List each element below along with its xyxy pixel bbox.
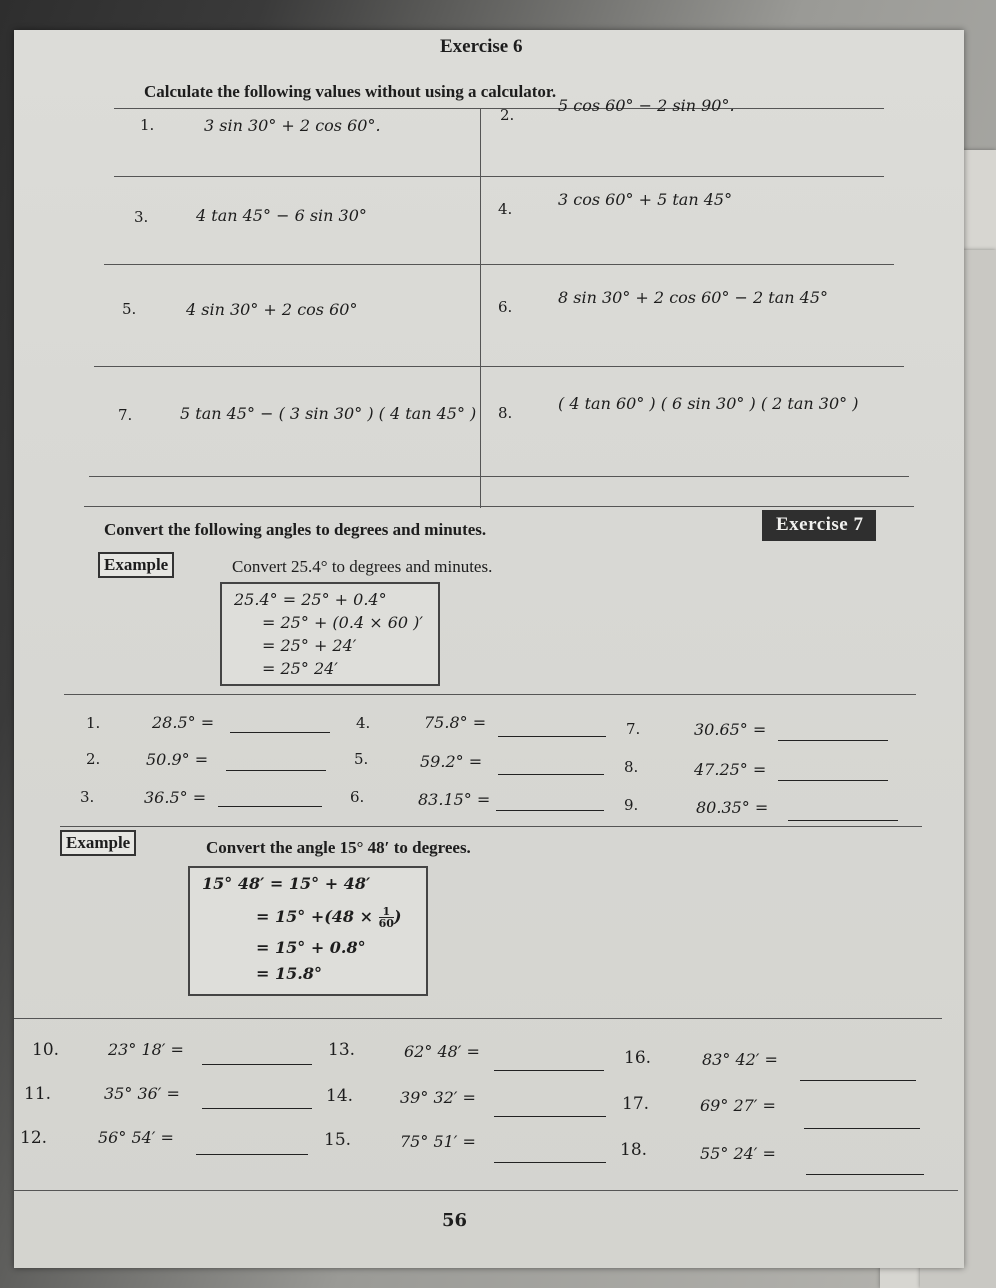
problem-expression: 59.2° = [420, 752, 483, 771]
problem-number: 5. [354, 750, 369, 768]
answer-blank[interactable] [496, 810, 604, 811]
problem-number: 12. [20, 1128, 48, 1148]
problem-number: 2. [86, 750, 101, 768]
answer-blank[interactable] [230, 732, 330, 733]
example-step: = 15° + 0.8° [256, 938, 366, 957]
example-step: = 25° + (0.4 × 60 )′ [262, 613, 424, 632]
example-step-text: = 15° +(48 × [256, 907, 379, 926]
grid-line [104, 264, 894, 265]
problem-number: 2. [500, 106, 515, 124]
problem-number: 4. [356, 714, 371, 732]
problem-expression: 80.35° = [696, 798, 769, 817]
fraction [379, 906, 394, 929]
grid-line [89, 476, 909, 477]
example-step: 15° 48′ = 15° + 48′ [202, 874, 371, 893]
page-number: 56 [442, 1210, 468, 1231]
problem-number: 4. [498, 200, 513, 218]
exercise6-title: Exercise 6 [440, 36, 523, 57]
answer-blank[interactable] [498, 774, 604, 775]
problem-expression: 75.8° = [424, 713, 487, 732]
answer-blank[interactable] [218, 806, 322, 807]
example-tag: Example [98, 552, 174, 578]
problem-expression: 56° 54′ = [98, 1128, 174, 1147]
answer-blank[interactable] [196, 1154, 308, 1155]
problem-expression: 39° 32′ = [400, 1088, 476, 1107]
grid-line [114, 176, 884, 177]
problem-number: 3. [134, 208, 149, 226]
problem-expression: 47.25° = [694, 760, 767, 779]
example-text: Convert the angle 15° 48′ to degrees. [206, 838, 471, 857]
problem-number: 14. [326, 1086, 354, 1106]
answer-blank[interactable] [202, 1064, 312, 1065]
example-step: = 25° 24′ [262, 659, 338, 678]
answer-blank[interactable] [498, 736, 606, 737]
problem-number: 8. [624, 758, 639, 776]
exercise7-instruction: Convert the following angles to degrees and minutes. [104, 520, 487, 539]
problem-expression: 50.9° = [146, 750, 209, 769]
problem-expression: 5 cos 60° − 2 sin 90°. [558, 96, 735, 115]
problem-number: 8. [498, 404, 513, 422]
answer-blank[interactable] [494, 1162, 606, 1163]
problem-expression: 69° 27′ = [700, 1096, 776, 1115]
problem-expression: 4 sin 30° + 2 cos 60° [186, 300, 358, 319]
problem-number: 15. [324, 1130, 352, 1150]
problem-expression: 83° 42′ = [702, 1050, 778, 1069]
problem-expression: 30.65° = [694, 720, 767, 739]
problem-expression: 3 sin 30° + 2 cos 60°. [204, 116, 381, 135]
fraction-numerator: 1 [379, 906, 394, 918]
problem-expression: 28.5° = [152, 713, 215, 732]
example-tag: Example [60, 830, 136, 856]
example-working-box [220, 582, 440, 686]
problem-number: 6. [498, 298, 513, 316]
fraction-denominator: 60 [378, 917, 394, 930]
section-divider [14, 1190, 958, 1191]
problem-expression: 36.5° = [144, 788, 207, 807]
answer-blank[interactable] [800, 1080, 916, 1081]
answer-blank[interactable] [494, 1070, 604, 1071]
problem-expression: 55° 24′ = [700, 1144, 776, 1163]
answer-blank[interactable] [806, 1174, 924, 1175]
problem-number: 7. [626, 720, 641, 738]
example-working-box [188, 866, 428, 996]
problem-expression: 4 tan 45° − 6 sin 30° [196, 206, 367, 225]
problem-number: 6. [350, 788, 365, 806]
problem-expression: 75° 51′ = [400, 1132, 476, 1151]
section-divider [84, 506, 914, 507]
problem-number: 9. [624, 796, 639, 814]
problem-number: 17. [622, 1094, 650, 1114]
answer-blank[interactable] [778, 740, 888, 741]
example-step-text: ) [393, 907, 402, 926]
section-divider [64, 694, 916, 695]
example-step: = 15.8° [256, 964, 322, 983]
problem-number: 16. [624, 1048, 652, 1068]
problem-number: 11. [24, 1084, 52, 1104]
exercise7-title: Exercise 7 [762, 510, 876, 541]
problem-expression: 23° 18′ = [108, 1040, 184, 1059]
problem-number: 1. [140, 116, 155, 134]
workbook-page [14, 30, 964, 1268]
problem-number: 1. [86, 714, 101, 732]
problem-expression: ( 4 tan 60° ) ( 6 sin 30° ) ( 2 tan 30° ) [558, 394, 859, 413]
example-text: Convert 25.4° to degrees and minutes. [232, 557, 493, 576]
problem-number: 7. [118, 406, 133, 424]
example-step: 25.4° = 25° + 0.4° [234, 590, 387, 609]
grid-line [114, 108, 884, 109]
problem-number: 10. [32, 1040, 60, 1060]
problem-number: 3. [80, 788, 95, 806]
problem-expression: 83.15° = [418, 790, 491, 809]
grid-line [480, 108, 481, 508]
section-divider [14, 1018, 942, 1019]
problem-expression: 35° 36′ = [104, 1084, 180, 1103]
problem-number: 13. [328, 1040, 356, 1060]
problem-number: 5. [122, 300, 137, 318]
problem-expression: 3 cos 60° + 5 tan 45° [558, 190, 733, 209]
example-step: = 25° + 24′ [262, 636, 357, 655]
answer-blank[interactable] [778, 780, 888, 781]
problem-expression: 8 sin 30° + 2 cos 60° − 2 tan 45° [558, 288, 828, 307]
answer-blank[interactable] [202, 1108, 312, 1109]
problem-expression: 62° 48′ = [404, 1042, 480, 1061]
problem-number: 18. [620, 1140, 648, 1160]
problem-expression: 5 tan 45° − ( 3 sin 30° ) ( 4 tan 45° ) [180, 404, 477, 423]
exercise6-instruction: Calculate the following values without using a calculator. [144, 82, 557, 101]
answer-blank[interactable] [788, 820, 898, 821]
section-divider [60, 826, 922, 827]
grid-line [94, 366, 904, 367]
answer-blank[interactable] [226, 770, 326, 771]
example-step [256, 906, 402, 929]
answer-blank[interactable] [494, 1116, 606, 1117]
answer-blank[interactable] [804, 1128, 920, 1129]
